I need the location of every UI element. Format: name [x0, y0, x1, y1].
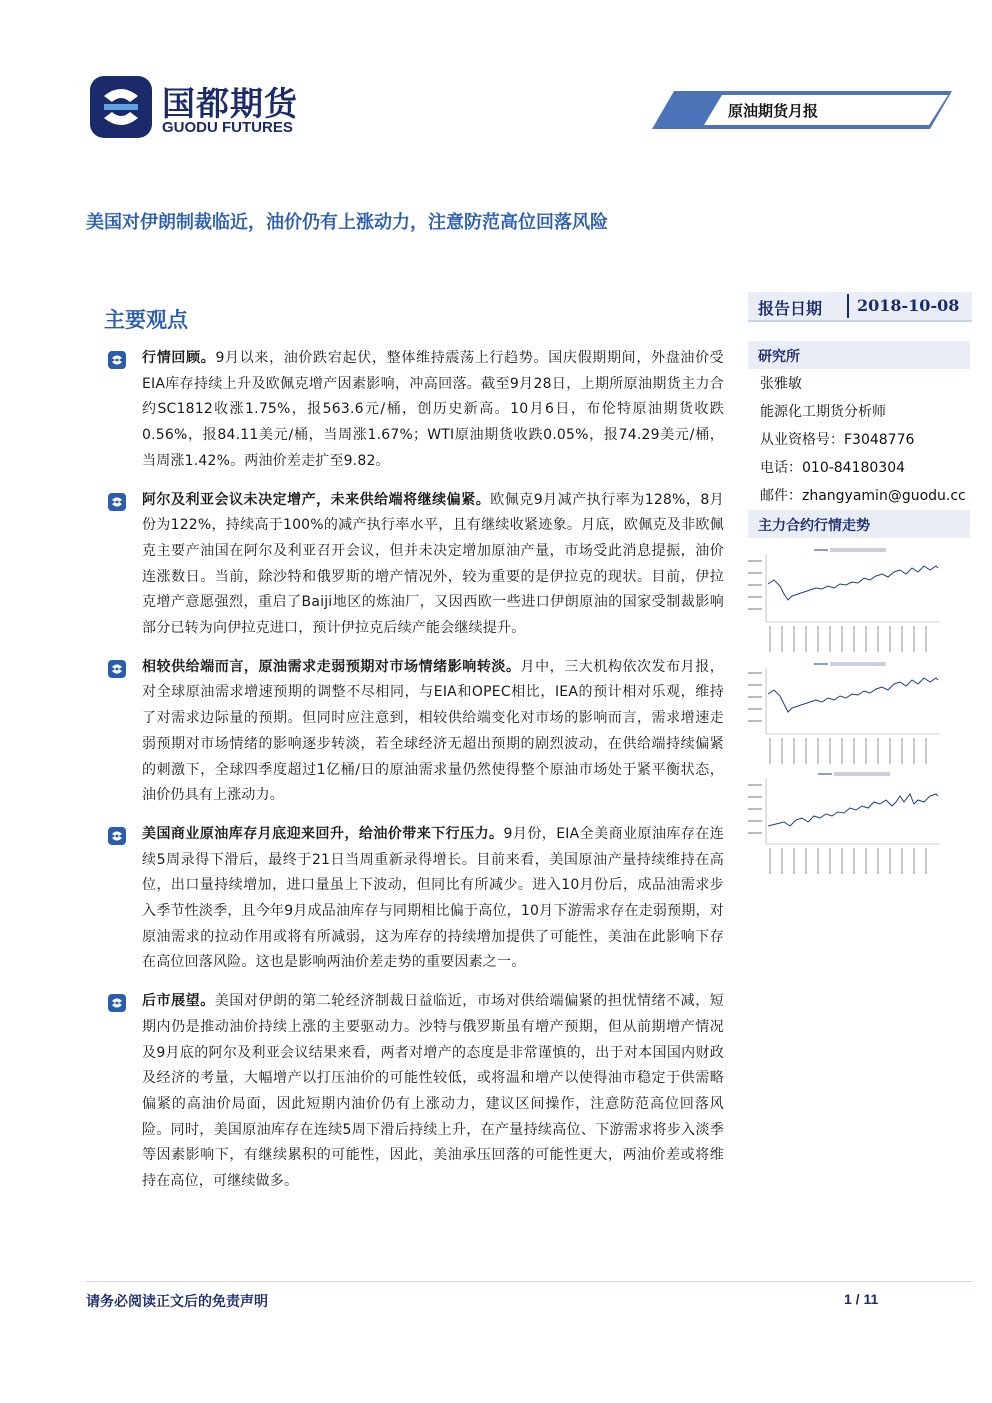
institute-label: 研究所: [758, 349, 800, 365]
report-headline: 美国对伊朗制裁临近，油价仍有上涨动力，注意防范高位回落风险: [86, 212, 608, 233]
analyst-title: 能源化工期货分析师: [760, 404, 886, 420]
bullet-icon: [108, 994, 126, 1012]
company-logo: [90, 76, 340, 146]
paragraph-text: 欧佩克9月减产执行率为128%，8月份为122%，持续高于100%的减产执行率水平，且有继续收紧迹象。月底，欧佩克及非欧佩克主要产油国在阿尔及利亚召开会议，但并未决定增加原油产量，市场受此消息提振，油价连涨数日。当前，除沙特和俄罗斯的增产情况外，较为重要的是伊拉克的现状。目前，伊拉克增产意愿强烈，重启了Baiji地区的炼油厂，又因西欧一些进口伊朗原油的国家受制裁影响部分已转为向伊拉克进口，预计伊拉克后续产能会继续提升。: [142, 491, 724, 637]
bullet-icon: [108, 493, 126, 511]
paragraph-outlook: [108, 989, 724, 1195]
paragraph-demand: [108, 655, 724, 809]
paragraph-market-review: [108, 346, 724, 475]
paragraph-lead: 行情回顾。: [142, 350, 216, 366]
trend-label: 主力合约行情走势: [758, 518, 870, 534]
analyst-name: 张雅敏: [760, 376, 802, 392]
trend-chart-1: [744, 544, 944, 656]
paragraph-lead: 美国商业原油库存月底迎来回升，给油价带来下行压力。: [142, 825, 504, 842]
disclaimer-notice: 请务必阅读正文后的免责声明: [86, 1294, 268, 1310]
trend-chart-3: [744, 768, 944, 880]
section-title: 主要观点: [104, 307, 188, 332]
report-date-value: 2018-10-08: [857, 296, 960, 315]
analyst-phone: 电话：010-84180304: [760, 460, 906, 476]
paragraph-text: 美国对伊朗的第二轮经济制裁日益临近，市场对供给端偏紧的担忧情绪不减，短期内仍是推动油价持续上涨的主要驱动力。沙特与俄罗斯虽有增产预期，但从前期增产情况及9月底的阿尔及利亚会议结果来看，两者对增产的态度是非常谨慎的，出于对本国国内财政及经济的考量，大幅增产以打压油价的可能性较低，或将温和增产以使得油市稳定于供需略偏紧的高油价局面，因此短期内油价仍有上涨动力，建议区间操作，注意防范高位回落风险。同时，美国原油库存在连续5周下滑后持续上升，在产量持续高位、下游需求将步入淡季等因素影响下，有继续累积的可能性，因此，美油承压回落的可能性更大，两油价差或将维持在高位，可继续做多。: [142, 993, 724, 1190]
bullet-icon: [108, 660, 126, 678]
bullet-icon: [108, 827, 126, 845]
analyst-license: 从业资格号：F3048776: [760, 432, 915, 448]
paragraph-text: 9月以来，油价跌宕起伏，整体维持震荡上行趋势。国庆假期期间，外盘油价受EIA库存持续上升及欧佩克增产因素影响，冲高回落。截至9月28日，上期所原油期货主力合约SC1812收涨1.75%，报563.6元/桶，创历史新高。10月6日，布伦特原油期货收跌0.56%，报84.11美元/桶，当周涨1.67%；WTI原油期货收跌0.05%，报74.29美元/桶，当周涨1.42%。两油价差走扩至9.82。: [142, 350, 725, 469]
paragraph-us-inventory: [108, 822, 724, 976]
date-divider: [847, 294, 849, 318]
analyst-info: [760, 370, 966, 510]
paragraph-lead: 后市展望。: [142, 993, 215, 1010]
paragraph-lead: 相较供给端而言，原油需求走弱预期对市场情绪影响转淡。: [142, 658, 521, 675]
logo-mark-icon: [90, 76, 152, 138]
analyst-email: 邮件：zhangyamin@guodu.cc: [760, 488, 966, 504]
logo-chinese-name: 国都期货: [162, 84, 298, 123]
footer-divider: [86, 1281, 972, 1282]
bullet-icon: [108, 351, 126, 369]
logo-english-name: GUODU FUTURES: [162, 119, 293, 136]
paragraph-algeria-meeting: [108, 488, 724, 642]
report-type-label: 原油期货月报: [728, 102, 819, 120]
report-date-label: 报告日期: [758, 299, 823, 318]
main-content: [108, 346, 724, 1208]
paragraph-lead: 阿尔及利亚会议未决定增产，未来供给端将继续偏紧。: [142, 491, 491, 508]
paragraph-text: 月中，三大机构依次发布月报，对全球原油需求增速预期的调整不尽相同，与EIA和OPEC相比，IEA的预计相对乐观，维持了对需求边际量的预期。但同时应注意到，相较供给端变化对市场的影响而言，需求增速走弱预期对市场情绪的影响逐步转淡，若全球经济无超出预期的剧烈波动，在供给端持续偏紧的刺激下，全球四季度超过1亿桶/日的原油需求量仍然使得整个原油市场处于紧平衡状态，油价仍具有上涨动力。: [142, 658, 724, 804]
page-number: 1 / 11: [844, 1291, 879, 1307]
institute-header: [748, 341, 970, 369]
trend-header: [748, 510, 970, 538]
trend-chart-2: [744, 658, 944, 770]
paragraph-text: 9月份，EIA全美商业原油库存在连续5周录得下滑后，最终于21日当周重新录得增长。目前来看，美国原油产量持续维持在高位，出口量持续增加，进口量虽上下波动，但同比有所减少。进入10月份后，成品油需求步入季节性淡季，且今年9月成品油库存与同期相比偏于高位，10月下游需求存在走弱预期，对原油需求的拉动作用或将有所减弱，这为库存的持续增加提供了可能性，美油在此影响下存在高位回落风险。这也是影响两油价差走势的重要因素之一。: [142, 825, 724, 971]
